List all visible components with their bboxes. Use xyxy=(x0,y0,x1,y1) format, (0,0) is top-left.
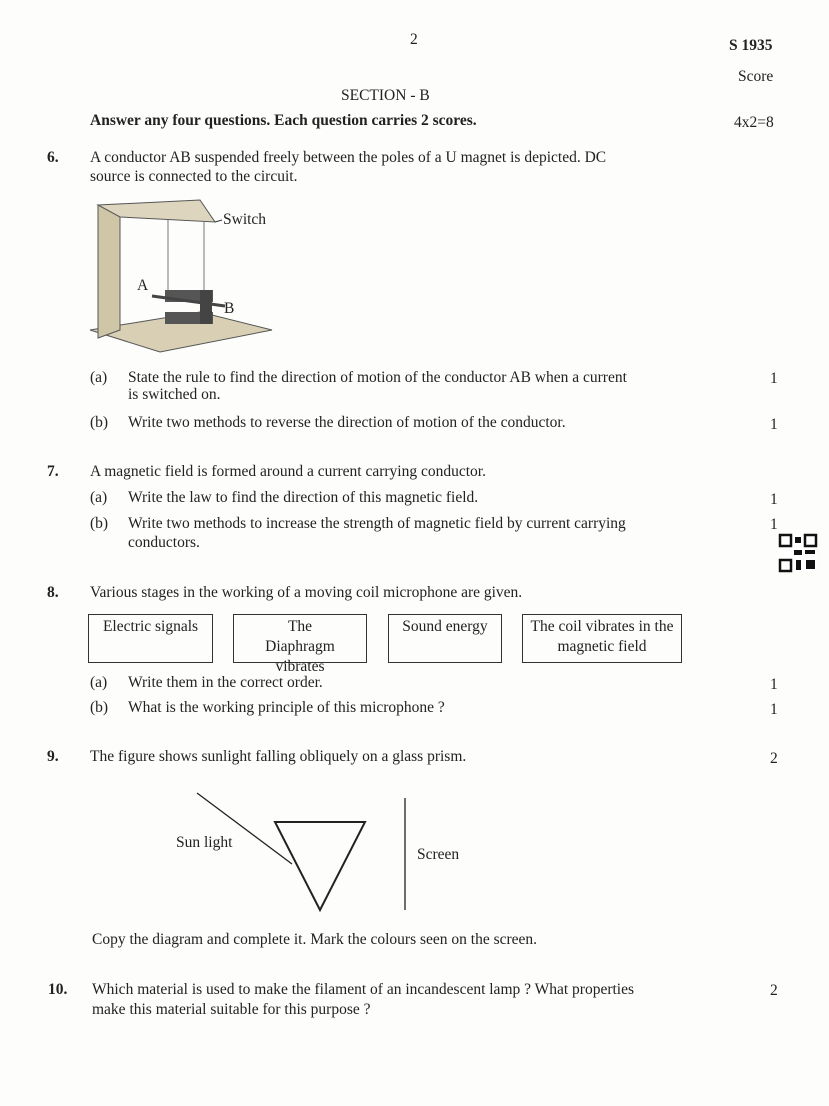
stage-text: Electric signals xyxy=(102,618,199,635)
question-number: 6. xyxy=(47,149,59,166)
part-text: State the rule to find the direction of motion of the conductor AB when a current xyxy=(128,369,627,386)
part-label: (a) xyxy=(90,674,108,691)
stage-box xyxy=(88,614,213,663)
stage-box xyxy=(522,614,682,663)
paper-code: S 1935 xyxy=(729,37,773,54)
stage-text: Sound energy xyxy=(402,618,488,635)
question-text: Various stages in the working of a moving coil microphone are given. xyxy=(90,584,523,601)
part-text: is switched on. xyxy=(128,386,221,403)
part-label: (b) xyxy=(90,515,109,532)
section-title: SECTION - B xyxy=(341,87,430,104)
section-instruction: Answer any four questions. Each question carries 2 scores. xyxy=(90,112,477,129)
part-label: (b) xyxy=(90,699,109,716)
question-text: source is connected to the circuit. xyxy=(90,168,298,185)
part-label: (a) xyxy=(90,489,108,506)
figure-label-b: B xyxy=(224,300,235,317)
part-text: Write two methods to reverse the direction of motion of the conductor. xyxy=(128,414,566,431)
part-text: Write two methods to increase the strength of magnetic field by current carrying xyxy=(128,515,626,532)
stage-text: The Diaphragm vibrates xyxy=(265,618,335,675)
figure-label-sunlight: Sun light xyxy=(176,834,233,851)
part-text: conductors. xyxy=(128,534,200,551)
stage-box xyxy=(233,614,367,675)
question-text: make this material suitable for this purpose ? xyxy=(92,1001,371,1018)
page-number: 2 xyxy=(410,31,418,48)
question-number: 9. xyxy=(47,748,59,765)
part-score: 1 xyxy=(770,416,778,433)
question-text: The figure shows sunlight falling obliquely on a glass prism. xyxy=(90,748,467,765)
part-score: 1 xyxy=(770,701,778,718)
question-number: 10. xyxy=(48,981,68,998)
stage-text: The coil vibrates in the magnetic field xyxy=(530,618,674,655)
question-text: A conductor AB suspended freely between the poles of a U magnet is depicted. DC xyxy=(90,149,607,166)
part-text: Write the law to find the direction of this magnetic field. xyxy=(128,489,479,506)
part-score: 1 xyxy=(770,491,778,508)
part-text: Write them in the correct order. xyxy=(128,674,323,691)
figure-label-a: A xyxy=(137,277,149,294)
figure-label-screen: Screen xyxy=(417,846,460,863)
part-score: 1 xyxy=(770,676,778,693)
stage-box xyxy=(388,614,502,663)
qr-code xyxy=(779,534,817,572)
question-number: 7. xyxy=(47,463,59,480)
part-text: What is the working principle of this microphone ? xyxy=(128,699,445,716)
part-label: (a) xyxy=(90,369,108,386)
section-marks: 4x2=8 xyxy=(734,114,774,131)
figure-label-switch: Switch xyxy=(223,211,267,228)
question-score: 2 xyxy=(770,982,778,999)
question-instruction: Copy the diagram and complete it. Mark the colours seen on the screen. xyxy=(92,931,538,948)
part-label: (b) xyxy=(90,414,109,431)
question-score: 2 xyxy=(770,750,778,767)
question-text: Which material is used to make the filament of an incandescent lamp ? What properties xyxy=(92,981,635,998)
part-score: 1 xyxy=(770,370,778,387)
part-score: 1 xyxy=(770,516,778,533)
question-text: A magnetic field is formed around a current carrying conductor. xyxy=(90,463,486,480)
score-heading: Score xyxy=(738,68,774,85)
question-number: 8. xyxy=(47,584,59,601)
